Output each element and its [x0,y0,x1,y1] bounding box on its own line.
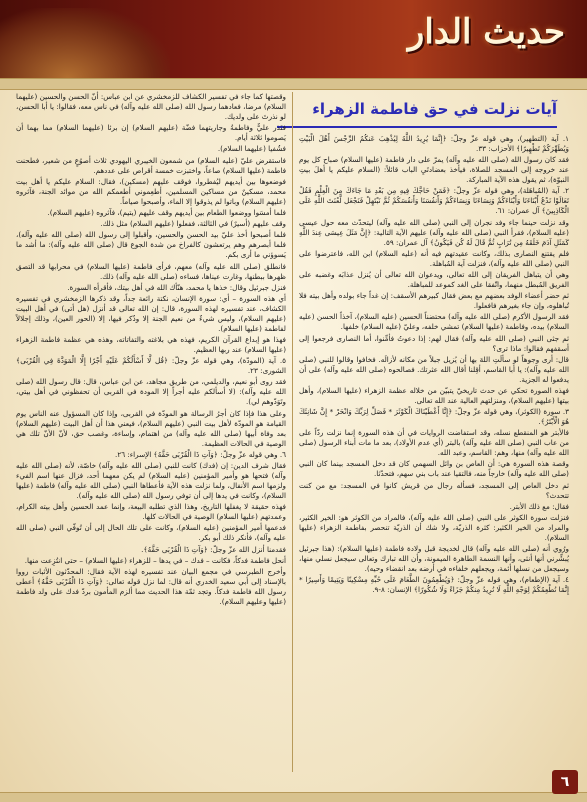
heading-underline [277,126,557,128]
paragraph: وقصة هذه السورة هي: أن العاص بن وائل السهمي كان قد دخل المسجد بينما كان النبي (صلى الله عليه وآله) خارجاً منه، فالتقيا عند باب بني سهم، فتحدّثا. [299,459,569,479]
paragraph: فانطلق (صلى الله عليه وآله) معهم، فرأى فاطمة (عليها السلام) في محرابها قد التصق ظهرها ببطنها، وغارت عيناها، فساءه (صلى الله عليه وآله) ذلك. [16,261,286,281]
paragraph: وقصتها كما جاء في تفسير الكشاف للزمخشري عن ابن عباس: أنّ الحسن والحسين (عليهما السلام) مرضا، فعادهما رسول الله (صلى الله عليه وآله) في ناس معه، فقالوا: يا أبا الحسن، لو نذرتَ على ولديك. [16,92,286,121]
footer-band [0,792,587,802]
dome-illustration [0,8,170,78]
page-number: ٦ [560,774,570,790]
paragraph: فاستقرض عليّ (عليه السلام) من شمعون الخيبري اليهودي ثلاث أصوُعٍ من شعير، فطحنت فاطمة (عليها السلام) صاعاً، واختبزت خمسة أقراص على عددهم. [16,155,286,175]
paragraph: فلما أمسَوا ووضعوا الطعام بين أيديهم وقف عليهم (يتيم)، فآثروه (عليهم السلام). [47,207,286,217]
paragraph: فدعمها أمير المؤمنين (عليه السلام)، وكانت على تلك الحال إلى أن تُوفّي النبي (صلى الله عليه وآله)، فأنكر ذلك أبو بكر. [16,523,286,543]
paragraph: فلم يقتنع النصارى بذلك، وكانت عقيدتهم فيه أنه (عليه السلام) ابن الله، فاعترضوا على النبي (صلى الله عليه وآله)، فنزلت آية المُباهلة. [299,248,569,268]
paragraph: وعلى هذا فإذا كان أجرُ الرسالة هو المودّة في القربى، وإذا كان المسؤول عنه الناس يوم القيامة هو المودّة لأهل بيت النبي (عليهم السلام)، فيعني هذا أن أهل البيت (عليهم السلام) بعد وفاة أبيها (صلى الله عليه وآله) من اهتمام، وإساءة، وغصب حق، لأنّ الأنّ تلك هي الوصية في الحالات العظيمة. [16,408,286,448]
paragraph: فقال شرف الدين: إن (فدك) كانت للنبي (صلى الله عليه وآله) خاصّة، لأنه (صلى الله عليه وآله) فتحها هو وأمير المؤمنين (عليه السلام) لم يكن معهما أحد، فزال عنها اسم الفيء ولزمها اسم الأنفال، ولما نزلت هذه الآية فأعطاها النبي (صلى الله عليه وآله) فاطمة (عليها السلام)، وكانت في يدها إلى أن توفي رسول الله (صلى الله عليه وآله). [16,461,286,500]
paragraph: ٣. سورة (الكوثر)، وهي قوله عزّ وجلّ: ﴿إِنَّا أَعْطَيْنَاكَ الْكَوْثَرَ * فَصَلِّ لِرَبِّكَ وَانْحَرْ * إِنَّ شَانِئَكَ هُوَ الْأَبْتَرُ﴾. [299,407,569,427]
paragraph: فهذه الصورة تحكي عن حدث تاريخيّ يتبيّن من خلاله عظمة الزهراء (عليها السلام)، وأهل بيتها (عليهم السلام)، ومنزلتهم العالية عند الله تعالى. [299,385,569,405]
paragraph: فوضعوها بين أيديهم ليُفطروا، فوقف عليهم (مسكين)، فقال: السلام عليكم يا أهل بيت محمد، مسكينٌ من مساكين المسلمين، أطعِموني أطعمكم الله من موائد الجنة، فآثروه (عليهم السلام) وباتوا لم يذوقوا إلا الماء، وأصبحوا صياماً. [16,176,286,206]
paragraph: وأخرج الطبرسي في مجمع البيان عند تفسيره لهذه الآية فقال: المحدّثون الأثبات رووا بالإسناد إلى أبي سعيد الخدري أنه قال: لما نزل قوله تعالى: ﴿وَآتِ ذَا الْقُرْبَى حَقَّهُ﴾ أعطى رسول الله فاطمة فدكاً. وتجد ثمّة هذا الحديث مما ألزم المأمون بردّ فدك على ولد فاطمة (عليها وعليهم السلام). [16,566,286,606]
paragraph: ٦. وهي قوله عزّ وجلّ: ﴿وَآتِ ذَا الْقُرْبَى حَقَّهُ﴾ الإسراء: ٢٦. [115,449,286,459]
paragraph: ٤. آية (الإطعام)، وهي قوله عزّ وجلّ: ﴿وَيُطْعِمُونَ الطَّعَامَ عَلَى حُبِّهِ مِسْكِينًا وَيَتِيمًا وَأَسِيرًا * إِنَّمَا نُطْعِمُكُمْ لِوَجْهِ اللَّهِ لَا نُرِيدُ مِنكُمْ جَزَاءً وَلَا شُكُورًا﴾ الإنسان: ٨-٩. [299,575,569,595]
article-heading [277,100,557,126]
paragraph: قال: أرى وجوهاً لو سألَتِ اللهَ بها أن يُزيل جبلاً من مكانه لأزالَه. فخافوا وقالوا للنبي (صلى الله عليه وآله): يا أبا القاسم، أقِلنا أقال الله عثرتك. فصالحوه (صلى الله عليه وآله) على أن يدفعوا له الجزية. [299,354,569,384]
paragraph: فقد الرسول الأكرم (صلى الله عليه وآله) محتضناً الحسين (عليه السلام)، آخذاً الحسن (عليه السلام) بيده، وفاطمة (عليها السلام) تمشي خلفه، وعليّ (عليه السلام) خلفها. [299,312,569,332]
header-banner [0,0,587,78]
paragraph: أنحل فاطمة فدكاً، فكانت – فدك – في يدها – للزهراء (عليها السلام) – حتى انتُزِعت منها. [24,555,286,565]
paragraph: ثم دخل العاص إلى المسجد، فسأله رجال من قريش كانوا في المسجد: مع من كنت تتحدث؟ [299,480,569,500]
paragraph: فقد روى أبو نعيم، والديلمي، من طريق مجاهد، عن ابن عباس، قال: قال رسول الله (صلى الله عليه وآله): (لا أسألكم عليه أجراً إلا المودة في القربى أن تحفظوني في أهل بيتي، وتَوَدّوهم لي). [16,377,286,407]
paragraph: فنزلت سورة الكوثر على النبي (صلى الله عليه وآله)، فالمراد من الكوثر هو: الخير الكثير، والمراد من الخير الكثير: كثرة الذريّة، ولا شك أن الذريّة تنحصر بفاطمة الزهراء (عليها السلام). [299,513,569,542]
paragraph: فالأبتر هو المنقطع نسله، وقد استفاضت الروايات في أن هذه السورة إنما نزلت ردّاً على من عاب النبي (صلى الله عليه وآله) بالبتر (أي عدم الأولاد)، بعد ما مات أبناء الرسول (صلى الله عليه وآله) منها، وهم: القاسم، وعبد الله. [299,428,569,458]
paragraph: فقدمنا أنزل الله عزّ وجلّ: ﴿وَآتِ ذَا الْقُرْبَى حَقَّهُ﴾. [141,544,286,554]
paragraph: ١. آية (التطهير)، وهي قوله عزّ وجلّ: ﴿إِنَّمَا يُرِيدُ اللَّهُ لِيُذْهِبَ عَنكُمُ الرِّجْسَ أَهْلَ الْبَيْتِ وَيُطَهِّرَكُمْ تَطْهِيرًا﴾ الأحزاب: ٣٣. [299,134,569,153]
column-divider [292,92,293,772]
paragraph: أي هذه السورة – أي: سورة الإنسان، نكتة رائعة جداً، وقد ذكرها الزمخشري في تفسيره الكشاف، عند تفسيره لهذه السورة، قال: إن الله تعالى قد أنزل (هل أتى) في أهل البيت (عليهم السلام)، وليس شيءٌ من نعيم الجنة إلا وذُكر فيها، إلا (الحور العين)، وذلك إجلالاً لفاطمة (عليها السلام). [16,293,286,333]
paragraph: ثم حضر أعضاء الوفد بعضهم مع بعض فقال كبيرهم الأسقف: إن غداً جاء بولده وأهل بيته فلا تُباهلوه، وإن جاء بغيرهم فافعلوا. [299,291,569,311]
paragraph: فلما أصبحوا أخذ عليّ بيد الحسن والحسين، وأقبلوا إلى رسول الله (صلى الله عليه وآله)، فلما أبصرهم وهم يرتعشون كالفراخ من شدة الجوع قال (صلى الله عليه وآله): ما أشد ما يَسوؤني ما أرى بكم. [16,230,286,260]
paragraph: فهذه حقيقة لا يغفلها التاريخ، وهذا الذي تطلبه البيعة، وإنما عمد الحسين وأهل بيته الكرام، وعمدتهم (عليها السلام) الوصية في الحالات كلها. [16,502,286,522]
right-column [299,134,569,597]
paragraph: ٥. آية (المودّة)، وهي قوله عزّ وجلّ: ﴿قُل لَّا أَسْأَلُكُمْ عَلَيْهِ أَجْرًا إِلَّا الْمَوَدَّةَ فِي الْقُرْبَى﴾ الشورى: ٢٣. [16,356,286,376]
paragraph: فشُفيا (عليهما السلام). [217,144,286,154]
paragraph: ورُوي أنه (صلى الله عليه وآله) قال لخديجة قبل ولادة فاطمة (عليها السلام): (هذا جبرئيل يُبشِّرني أنها أنثى، وأنها النسمة الطاهرة الميمونة، وأن الله تبارك وتعالى سيجعل نسلي منها، وسيجعل من نسلها أئمة، ويجعلهم خلفاءه في أرضه بعد انقضاء وحيه). [299,544,569,574]
paragraph: ٢. آية (المُباهَلة)، وهي قوله عزّ وجلّ: ﴿فَمَنْ حَاجَّكَ فِيهِ مِن بَعْدِ مَا جَاءَكَ مِنَ الْعِلْمِ فَقُلْ تَعَالَوْا نَدْعُ أَبْنَاءَنَا وَأَبْنَاءَكُمْ وَنِسَاءَنَا وَنِسَاءَكُمْ وَأَنفُسَنَا وَأَنفُسَكُمْ ثُمَّ نَبْتَهِلْ فَنَجْعَل لَّعْنَتَ اللَّهِ عَلَى الْكَاذِبِينَ﴾ آل عمران: ٦١. [299,186,569,216]
paragraph: فقال: مع ذلك الأبتر. [509,501,569,511]
paragraph: فقد كان رسول الله (صلى الله عليه وآله) يمرّ على دار فاطمة (عليها السلام) صباح كل يوم عند خروجه إلى المسجد للصلاة، فيأخذ بعضادتَيِ الباب قائلاً: (السلام عليكم يا أهلَ بيتِ النبوّة)، ثم يقول هذه الآية المباركة. [299,155,569,185]
paragraph: وقف عليهم (أسيرٌ) في الثالثة، ففعلوا (عليهم السلام) مثل ذلك. [100,219,286,229]
paragraph: وقد نزلت حينما جاء وفد نجران إلى النبي (صلى الله عليه وآله) ليتحدّث معه حول عيسى (عليه السلام)، فقرأ النبي (صلى الله عليه وآله) عليهم الآية التالية: ﴿إِنَّ مَثَلَ عِيسَى عِندَ اللَّهِ كَمَثَلِ آدَمَ خَلَقَهُ مِن تُرَابٍ ثُمَّ قَالَ لَهُ كُن فَيَكُونُ﴾ آل عمران: ٥٩. [299,217,569,247]
article-heading-text: آيات نزلت في حق فاطمة الزهراء [312,100,557,118]
paragraph: فهذا هو إبداع القرآن الكريم، فهذه هي بلاغته والتفاتاته، وهذه هي عظمة فاطمة الزهراء (عليها السلام) عند ربها العظيم. [16,335,286,355]
paragraph: فنزل جبرئيل وقال: خذها يا محمد، هنّأك الله في أهل بيتك، فأقرأه السورة. [67,282,286,292]
paragraph: ثم جثى النبي (صلى الله عليه وآله) فقال لهم: إذا دعوتُ فأمِّنوا، أما النصارى فرجعوا إلى أسقفهم فقالوا: ماذا ترى؟ [299,333,569,353]
paragraph: وهي أن يتباهل الفريقان إلى الله تعالى، ويدعوان الله تعالى أن يُنزل عذابَه وغضبه على الفريق المُبطل منهما، واتّفقا على الغد كموعد للمباهلة. [299,269,569,289]
section-title: حديث الدار [407,12,565,52]
paragraph: فنَذر عليٌّ وفاطمةُ وجاريتهما فضّة (عليهم السلام) إن برئا (عليهما السلام) مما بهما أن يَصوموا ثلاثة أيام. [16,123,286,143]
header-band [0,78,587,90]
left-column [16,92,286,608]
